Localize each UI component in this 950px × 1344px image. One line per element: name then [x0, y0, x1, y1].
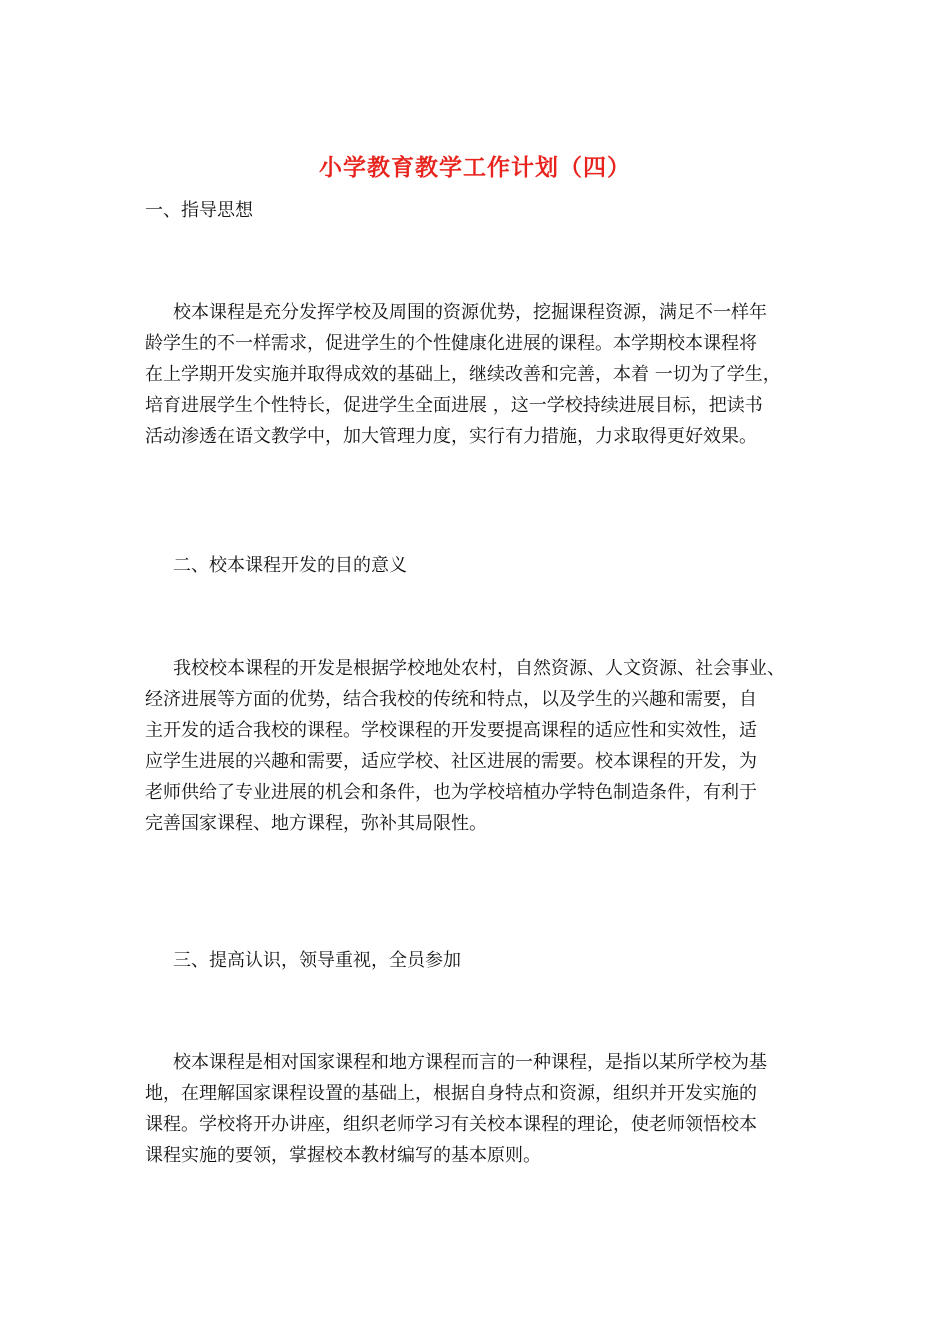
- section-heading-guiding-thought: 一、指导思想: [145, 200, 253, 221]
- paragraph-line: 主开发的适合我校的课程。学校课程的开发要提高课程的适应性和实效性，适: [145, 720, 757, 741]
- paragraph-line: 经济进展等方面的优势，结合我校的传统和特点，以及学生的兴趣和需要，自: [145, 689, 757, 710]
- paragraph-line: 在上学期开发实施并取得成效的基础上，继续改善和完善，本着 一切为了学生，: [145, 364, 781, 385]
- paragraph-line: 老师供给了专业进展的机会和条件，也为学校培植办学特色制造条件，有利于: [145, 782, 757, 803]
- paragraph-line: 校本课程是充分发挥学校及周围的资源优势，挖掘课程资源，满足不一样年: [173, 302, 767, 323]
- paragraph-line: 完善国家课程、地方课程，弥补其局限性。: [145, 813, 487, 834]
- document-title: 小学教育教学工作计划（四）: [319, 154, 631, 181]
- paragraph-line: 我校校本课程的开发是根据学校地处农村，自然资源、人文资源、社会事业、: [173, 658, 785, 679]
- paragraph-line: 活动渗透在语文教学中，加大管理力度，实行有力措施，力求取得更好效果。: [145, 426, 757, 447]
- paragraph-line: 课程实施的要领，掌握校本教材编写的基本原则。: [145, 1145, 541, 1166]
- paragraph-line: 地，在理解国家课程设置的基础上，根据自身特点和资源，组织并开发实施的: [145, 1083, 757, 1104]
- paragraph-line: 校本课程是相对国家课程和地方课程而言的一种课程，是指以某所学校为基: [173, 1052, 767, 1073]
- paragraph-line: 应学生进展的兴趣和需要，适应学校、社区进展的需要。校本课程的开发，为: [145, 751, 757, 772]
- section-heading-purpose: 二、校本课程开发的目的意义: [173, 555, 407, 576]
- paragraph-line: 培育进展学生个性特长，促进学生全面进展 ，这一学校持续进展目标，把读书: [145, 395, 763, 416]
- paragraph-line: 龄学生的不一样需求，促进学生的个性健康化进展的课程。本学期校本课程将: [145, 333, 757, 354]
- paragraph-line: 课程。学校将开办讲座，组织老师学习有关校本课程的理论，使老师领悟校本: [145, 1114, 757, 1135]
- section-heading-awareness: 三、提高认识，领导重视，全员参加: [173, 950, 461, 971]
- paragraph-awareness: [145, 1047, 767, 1171]
- paragraph-purpose: [145, 653, 785, 839]
- paragraph-guiding-thought: [145, 297, 781, 452]
